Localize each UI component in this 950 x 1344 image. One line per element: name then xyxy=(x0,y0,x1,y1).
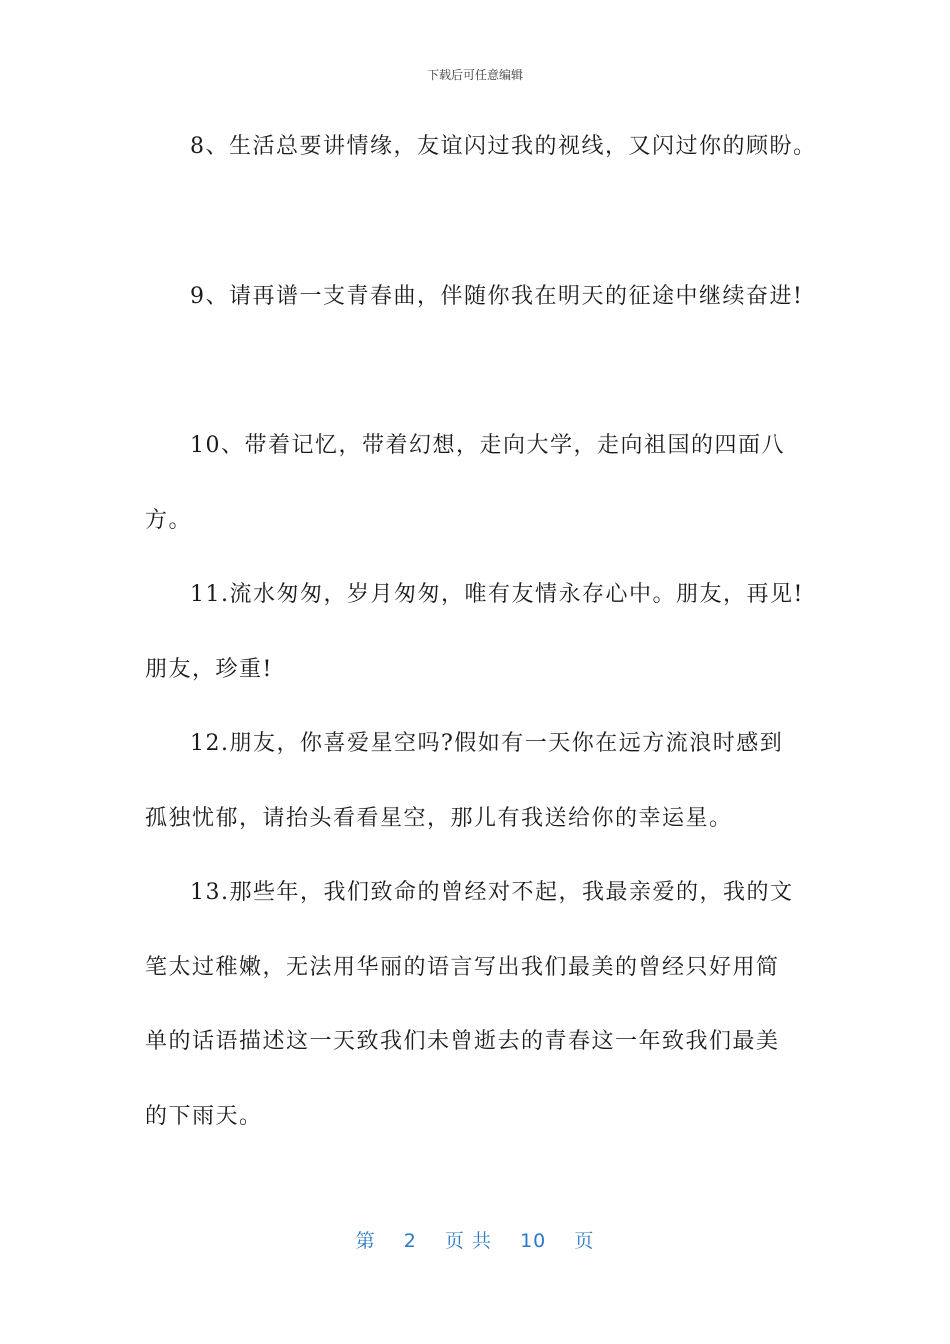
paragraph-line: 13.那些年，我们致命的曾经对不起，我最亲爱的，我的文 xyxy=(190,880,794,905)
page-number-footer xyxy=(0,1226,950,1253)
footer-current-page: 2 xyxy=(403,1230,417,1252)
paragraph-line: 单的话语描述这一天致我们未曾逝去的青春这一年致我们最美 xyxy=(145,1029,780,1054)
paragraph-line: 孤独忧郁，请抬头看看星空，那儿有我送给你的幸运星。 xyxy=(145,806,733,831)
footer-suffix: 页 xyxy=(574,1230,595,1252)
paragraph-line: 朋友，珍重! xyxy=(145,657,273,682)
paragraph-line: 方。 xyxy=(145,508,193,533)
paragraph-line: 10、带着记忆，带着幻想，走向大学，走向祖国的四面八 xyxy=(190,433,785,458)
footer-prefix: 第 xyxy=(355,1230,376,1252)
paragraph-line: 8、生活总要讲情缘，友谊闪过我的视线，又闪过你的顾盼。 xyxy=(190,134,817,159)
paragraph-line: 12.朋友，你喜爱星空吗?假如有一天你在远方流浪时感到 xyxy=(190,731,784,756)
header-note: 下载后可任意编辑 xyxy=(426,68,523,82)
footer-middle: 页 共 xyxy=(444,1230,492,1252)
paragraph-line: 笔太过稚嫩，无法用华丽的语言写出我们最美的曾经只好用简 xyxy=(145,955,780,980)
paragraph-line: 11.流水匆匆，岁月匆匆，唯有友情永存心中。朋友，再见! xyxy=(190,582,804,607)
paragraph-line: 的下雨天。 xyxy=(145,1104,263,1129)
paragraph-line: 9、请再谱一支青春曲，伴随你我在明天的征途中继续奋进! xyxy=(190,284,804,309)
footer-total-pages: 10 xyxy=(520,1230,547,1252)
